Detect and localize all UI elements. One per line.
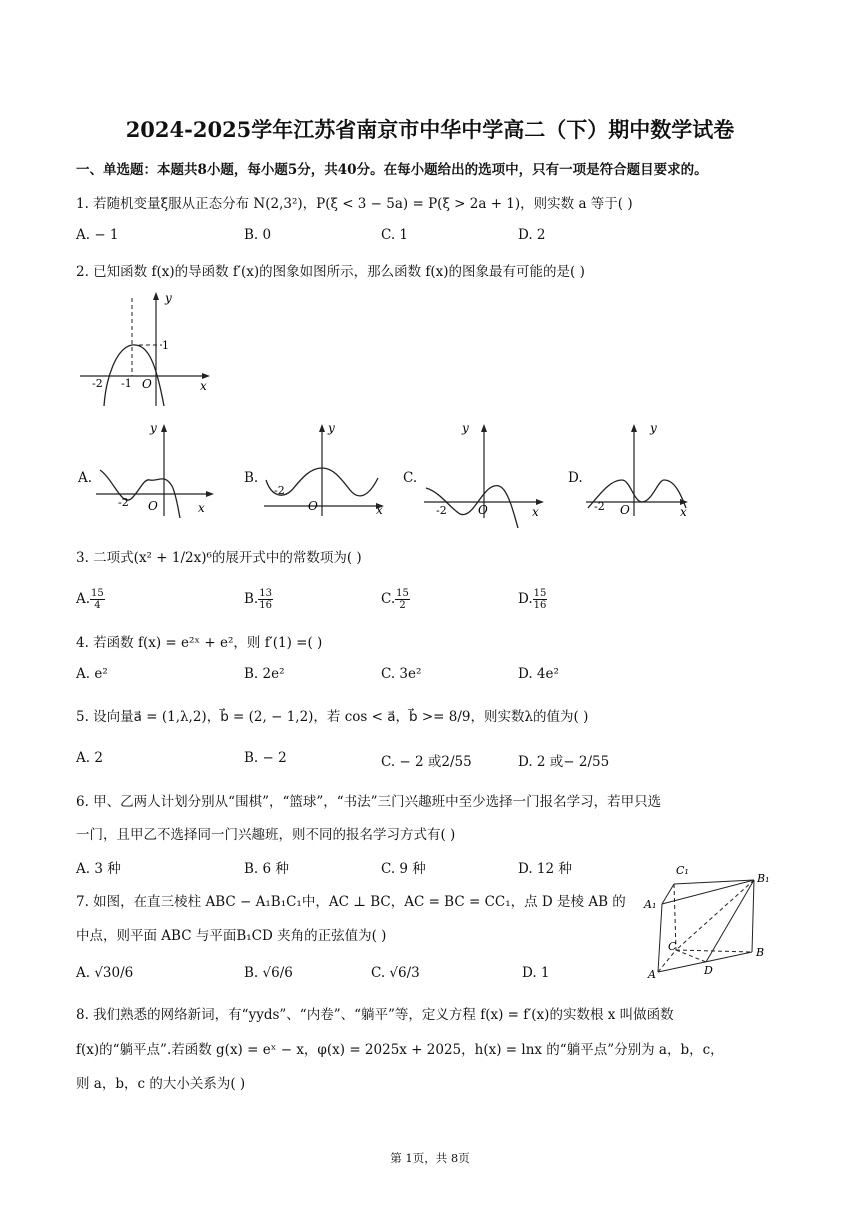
q3-option-b: B. $\frac{13}{16}$ [244, 588, 272, 611]
svg-text:x: x [680, 505, 687, 518]
q7-option-c: C. √6/3 [371, 965, 420, 981]
svg-text:-2: -2 [594, 500, 605, 513]
tick-label-neg2: -2 [92, 377, 103, 390]
q1-option-b: B. 0 [244, 227, 272, 243]
question-8-line-3: 则 a，b，c 的大小关系为( ) [76, 1076, 246, 1092]
question-7-line-2: 中点，则平面 ABC 与平面B₁CD 夹角的正弦值为( ) [76, 928, 387, 944]
axis-label-y: y [165, 291, 172, 305]
svg-text:O: O [148, 499, 158, 513]
svg-text:O: O [308, 499, 318, 513]
page-title: 2024-2025学年江苏省南京市中华中学高二（下）期中数学试卷 [125, 117, 735, 142]
q2-option-d-graph [582, 418, 694, 518]
origin-label: O [142, 377, 152, 391]
q2-option-d-label: D. [568, 470, 583, 486]
question-3-text: 3. 二项式(x² + 1/2x)⁶的展开式中的常数项为( ) [76, 550, 362, 566]
q3-option-d: D. $\frac{15}{16}$ [518, 588, 547, 611]
question-4-text: 4. 若函数 f(x) = e²ˣ + e²，则 f′(1) =( ) [76, 635, 323, 651]
q2-option-b-graph [260, 418, 390, 518]
q1-option-c: C. 1 [381, 227, 409, 243]
q2-option-a-graph [92, 418, 220, 518]
q2-option-b-label: B. [244, 470, 259, 486]
axis-label-x: x [200, 379, 207, 393]
q7-option-d: D. 1 [522, 965, 550, 981]
question-6-line-2: 一门，且甲乙不选择同一门兴趣班，则不同的报名学习方式有( ) [76, 827, 456, 843]
page-footer: 第 1页，共 8页 [390, 1151, 470, 1165]
q6-option-a: A. 3 种 [76, 861, 121, 877]
svg-text:x: x [198, 501, 205, 515]
question-5-text: 5. 设向量a⃗ = (1,λ,2)，b⃗ = (2, − 1,2)，若 cos < a⃗，b⃗ >= 8/9，则实数λ的值为( ) [76, 709, 589, 725]
svg-text:A₁: A₁ [644, 898, 657, 911]
svg-text:y: y [650, 421, 657, 435]
q7-option-b: B. √6/6 [244, 965, 293, 981]
derivative-graph-figure [76, 288, 216, 413]
q5-option-a: A. 2 [76, 750, 103, 766]
svg-text:O: O [620, 503, 630, 517]
svg-text:A: A [648, 968, 656, 981]
q4-option-c: C. 3e² [381, 666, 422, 682]
tick-label-1: 1 [162, 339, 169, 352]
question-8-line-1: 8. 我们熟悉的网络新词，有“yyds”、“内卷”、“躺平”等，定义方程 f(x) = f′(x)的实数根 x 叫做函数 [76, 1007, 674, 1023]
svg-text:O: O [478, 503, 488, 517]
svg-text:y: y [462, 421, 469, 435]
svg-text:-2: -2 [436, 504, 447, 517]
svg-text:C₁: C₁ [676, 864, 689, 877]
q4-option-d: D. 4e² [518, 666, 559, 682]
q6-option-d: D. 12 种 [518, 861, 572, 877]
question-8-line-2: f(x)的“躺平点”.若函数 g(x) = eˣ − x，φ(x) = 2025x + 2025，h(x) = lnx 的“躺平点”分别为 a，b，c， [76, 1042, 724, 1058]
q2-option-c-graph [420, 418, 550, 530]
section-heading: 一、单选题：本题共8小题，每小题5分，共40分。在每小题给出的选项中，只有一项是符合题目要求的。 [76, 162, 708, 178]
q6-option-b: B. 6 种 [244, 861, 289, 877]
svg-text:x: x [376, 503, 383, 517]
q3-option-c: C. $\frac{15}{2}$ [381, 588, 409, 611]
svg-text:B₁: B₁ [757, 872, 770, 885]
svg-text:-2: -2 [118, 496, 129, 509]
question-7-line-1: 7. 如图，在直三棱柱 ABC − A₁B₁C₁中，AC ⊥ BC，AC = BC = CC₁，点 D 是棱 AB 的 [76, 894, 626, 910]
question-6-line-1: 6. 甲、乙两人计划分别从“围棋”，“篮球”，“书法”三门兴趣班中至少选择一门报名学习，若甲只选 [76, 794, 662, 810]
q4-option-b: B. 2e² [244, 666, 285, 682]
q7-option-a: A. √30/6 [76, 965, 134, 981]
question-1-text: 1. 若随机变量ξ服从正态分布 N(2,3²)，P(ξ < 3 − 5a) = P(ξ > 2a + 1)，则实数 a 等于( ) [76, 196, 633, 212]
q2-option-c-label: C. [403, 470, 418, 486]
prism-figure [640, 858, 770, 986]
tick-label-neg1: -1 [121, 377, 132, 390]
svg-text:C: C [668, 940, 677, 953]
svg-text:D: D [704, 964, 713, 977]
q5-option-b: B. − 2 [244, 750, 287, 766]
q2-option-a-label: A. [78, 470, 93, 486]
q6-option-c: C. 9 种 [381, 861, 426, 877]
svg-text:B: B [756, 946, 765, 959]
q1-option-a: A. − 1 [76, 227, 119, 243]
q4-option-a: A. e² [76, 666, 108, 682]
svg-text:-2: -2 [274, 484, 285, 497]
q3-option-a: A. $\frac{15}{4}$ [76, 588, 104, 611]
svg-text:y: y [328, 421, 335, 435]
svg-text:y: y [150, 421, 157, 435]
q5-option-c: C. − 2 或2/55 [381, 754, 472, 770]
q5-option-d: D. 2 或− 2/55 [518, 754, 610, 770]
q1-option-d: D. 2 [518, 227, 546, 243]
svg-text:x: x [532, 505, 539, 519]
question-2-text: 2. 已知函数 f(x)的导函数 f′(x)的图象如图所示，那么函数 f(x)的图象最有可能的是( ) [76, 264, 585, 280]
